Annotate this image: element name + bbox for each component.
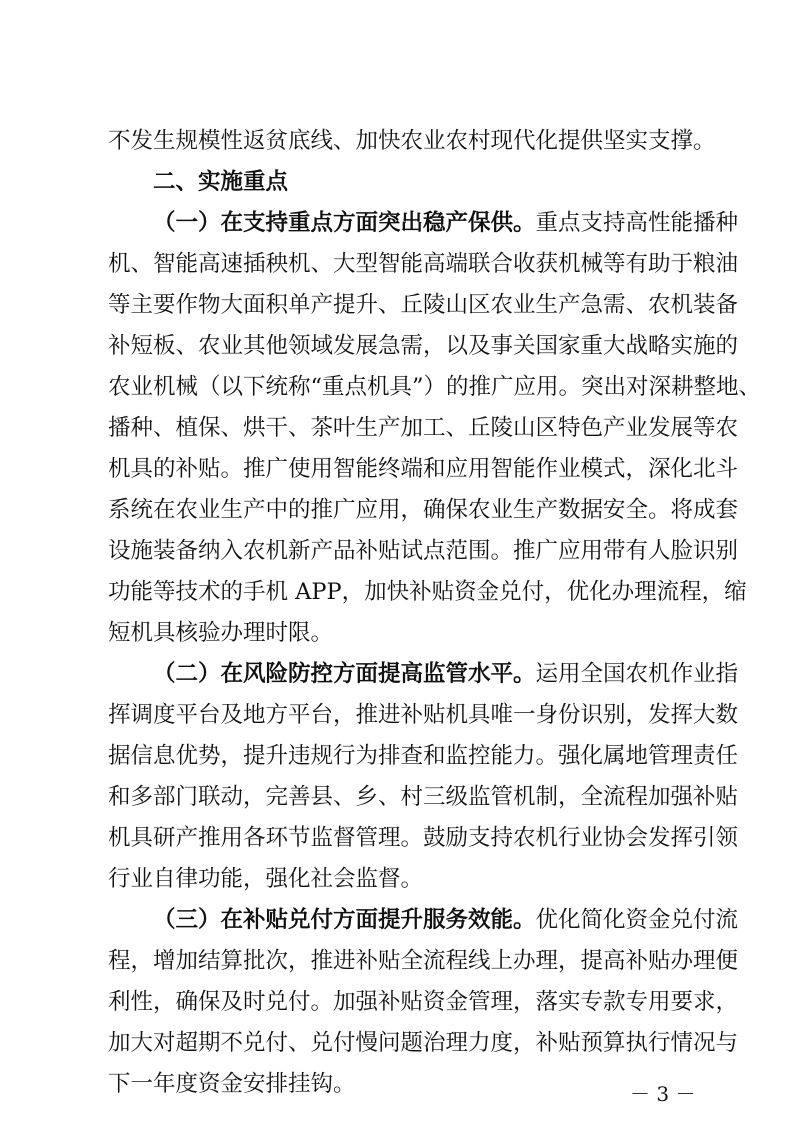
text-segment: 优化简化资金兑付流 <box>535 907 739 933</box>
text-line: 据信息优势，提升违规行为排查和监控能力。强化属地管理责任 <box>108 743 739 769</box>
section-heading <box>153 167 688 197</box>
text-line: 行业自律功能，强化社会监督。 <box>108 866 424 892</box>
text-line: 下一年度资金安排挂钩。 <box>108 1071 356 1097</box>
text-line: 播种、植保、烘干、茶叶生产加工、丘陵山区特色产业发展等农 <box>108 415 739 441</box>
text-segment: 重点支持高性能播种 <box>535 210 739 236</box>
text-segment: 不发生规模性返贫底线、加快农业农村现代化提供坚实支撑。 <box>108 128 716 154</box>
text-segment: 运用全国农机作业指 <box>535 661 739 687</box>
text-line: 功能等技术的手机 APP，加快补贴资金兑付，优化办理流程，缩 <box>108 579 747 605</box>
text-line: 利性，确保及时兑付。加强补贴资金管理，落实专款专用要求， <box>108 989 739 1015</box>
paragraph-2-first-line <box>153 659 739 689</box>
text-line: 机、智能高速插秧机、大型智能高端联合收获机械等有助于粮油 <box>108 251 739 277</box>
subsection-heading-2: （二）在风险防控方面提高监管水平。 <box>153 661 536 687</box>
subsection-heading-1: （一）在支持重点方面突出稳产保供。 <box>153 210 536 236</box>
text-line: 补短板、农业其他领域发展急需，以及事关国家重大战略实施的 <box>108 333 739 359</box>
paragraph-3-first-line <box>153 905 739 935</box>
paragraph-1-first-line <box>153 208 739 238</box>
section-heading-text: 二、实施重点 <box>153 169 289 195</box>
text-line: 短机具核验办理时限。 <box>108 620 334 646</box>
text-line: 设施装备纳入农机新产品补贴试点范围。推广应用带有人脸识别 <box>108 538 739 564</box>
text-line: 挥调度平台及地方平台，推进补贴机具唯一身份识别，发挥大数 <box>108 702 739 728</box>
text-line: 农业机械（以下统称“重点机具”）的推广应用。突出对深耕整地、 <box>108 374 762 400</box>
text-line: 等主要作物大面积单产提升、丘陵山区农业生产急需、农机装备 <box>108 292 739 318</box>
page-number: － 3 － <box>630 1082 696 1106</box>
text-line: 和多部门联动，完善县、乡、村三级监管机制，全流程加强补贴 <box>108 784 739 810</box>
subsection-heading-3: （三）在补贴兑付方面提升服务效能。 <box>153 907 536 933</box>
text-line: 机具研产推用各环节监督管理。鼓励支持农机行业协会发挥引领 <box>108 825 739 851</box>
text-line: 加大对超期不兑付、兑付慢问题治理力度，补贴预算执行情况与 <box>108 1030 739 1056</box>
text-line-1 <box>108 126 716 156</box>
text-line: 程，增加结算批次，推进补贴全流程线上办理，提高补贴办理便 <box>108 948 739 974</box>
text-line: 系统在农业生产中的推广应用，确保农业生产数据安全。将成套 <box>108 497 739 523</box>
text-line: 机具的补贴。推广使用智能终端和应用智能作业模式，深化北斗 <box>108 456 739 482</box>
